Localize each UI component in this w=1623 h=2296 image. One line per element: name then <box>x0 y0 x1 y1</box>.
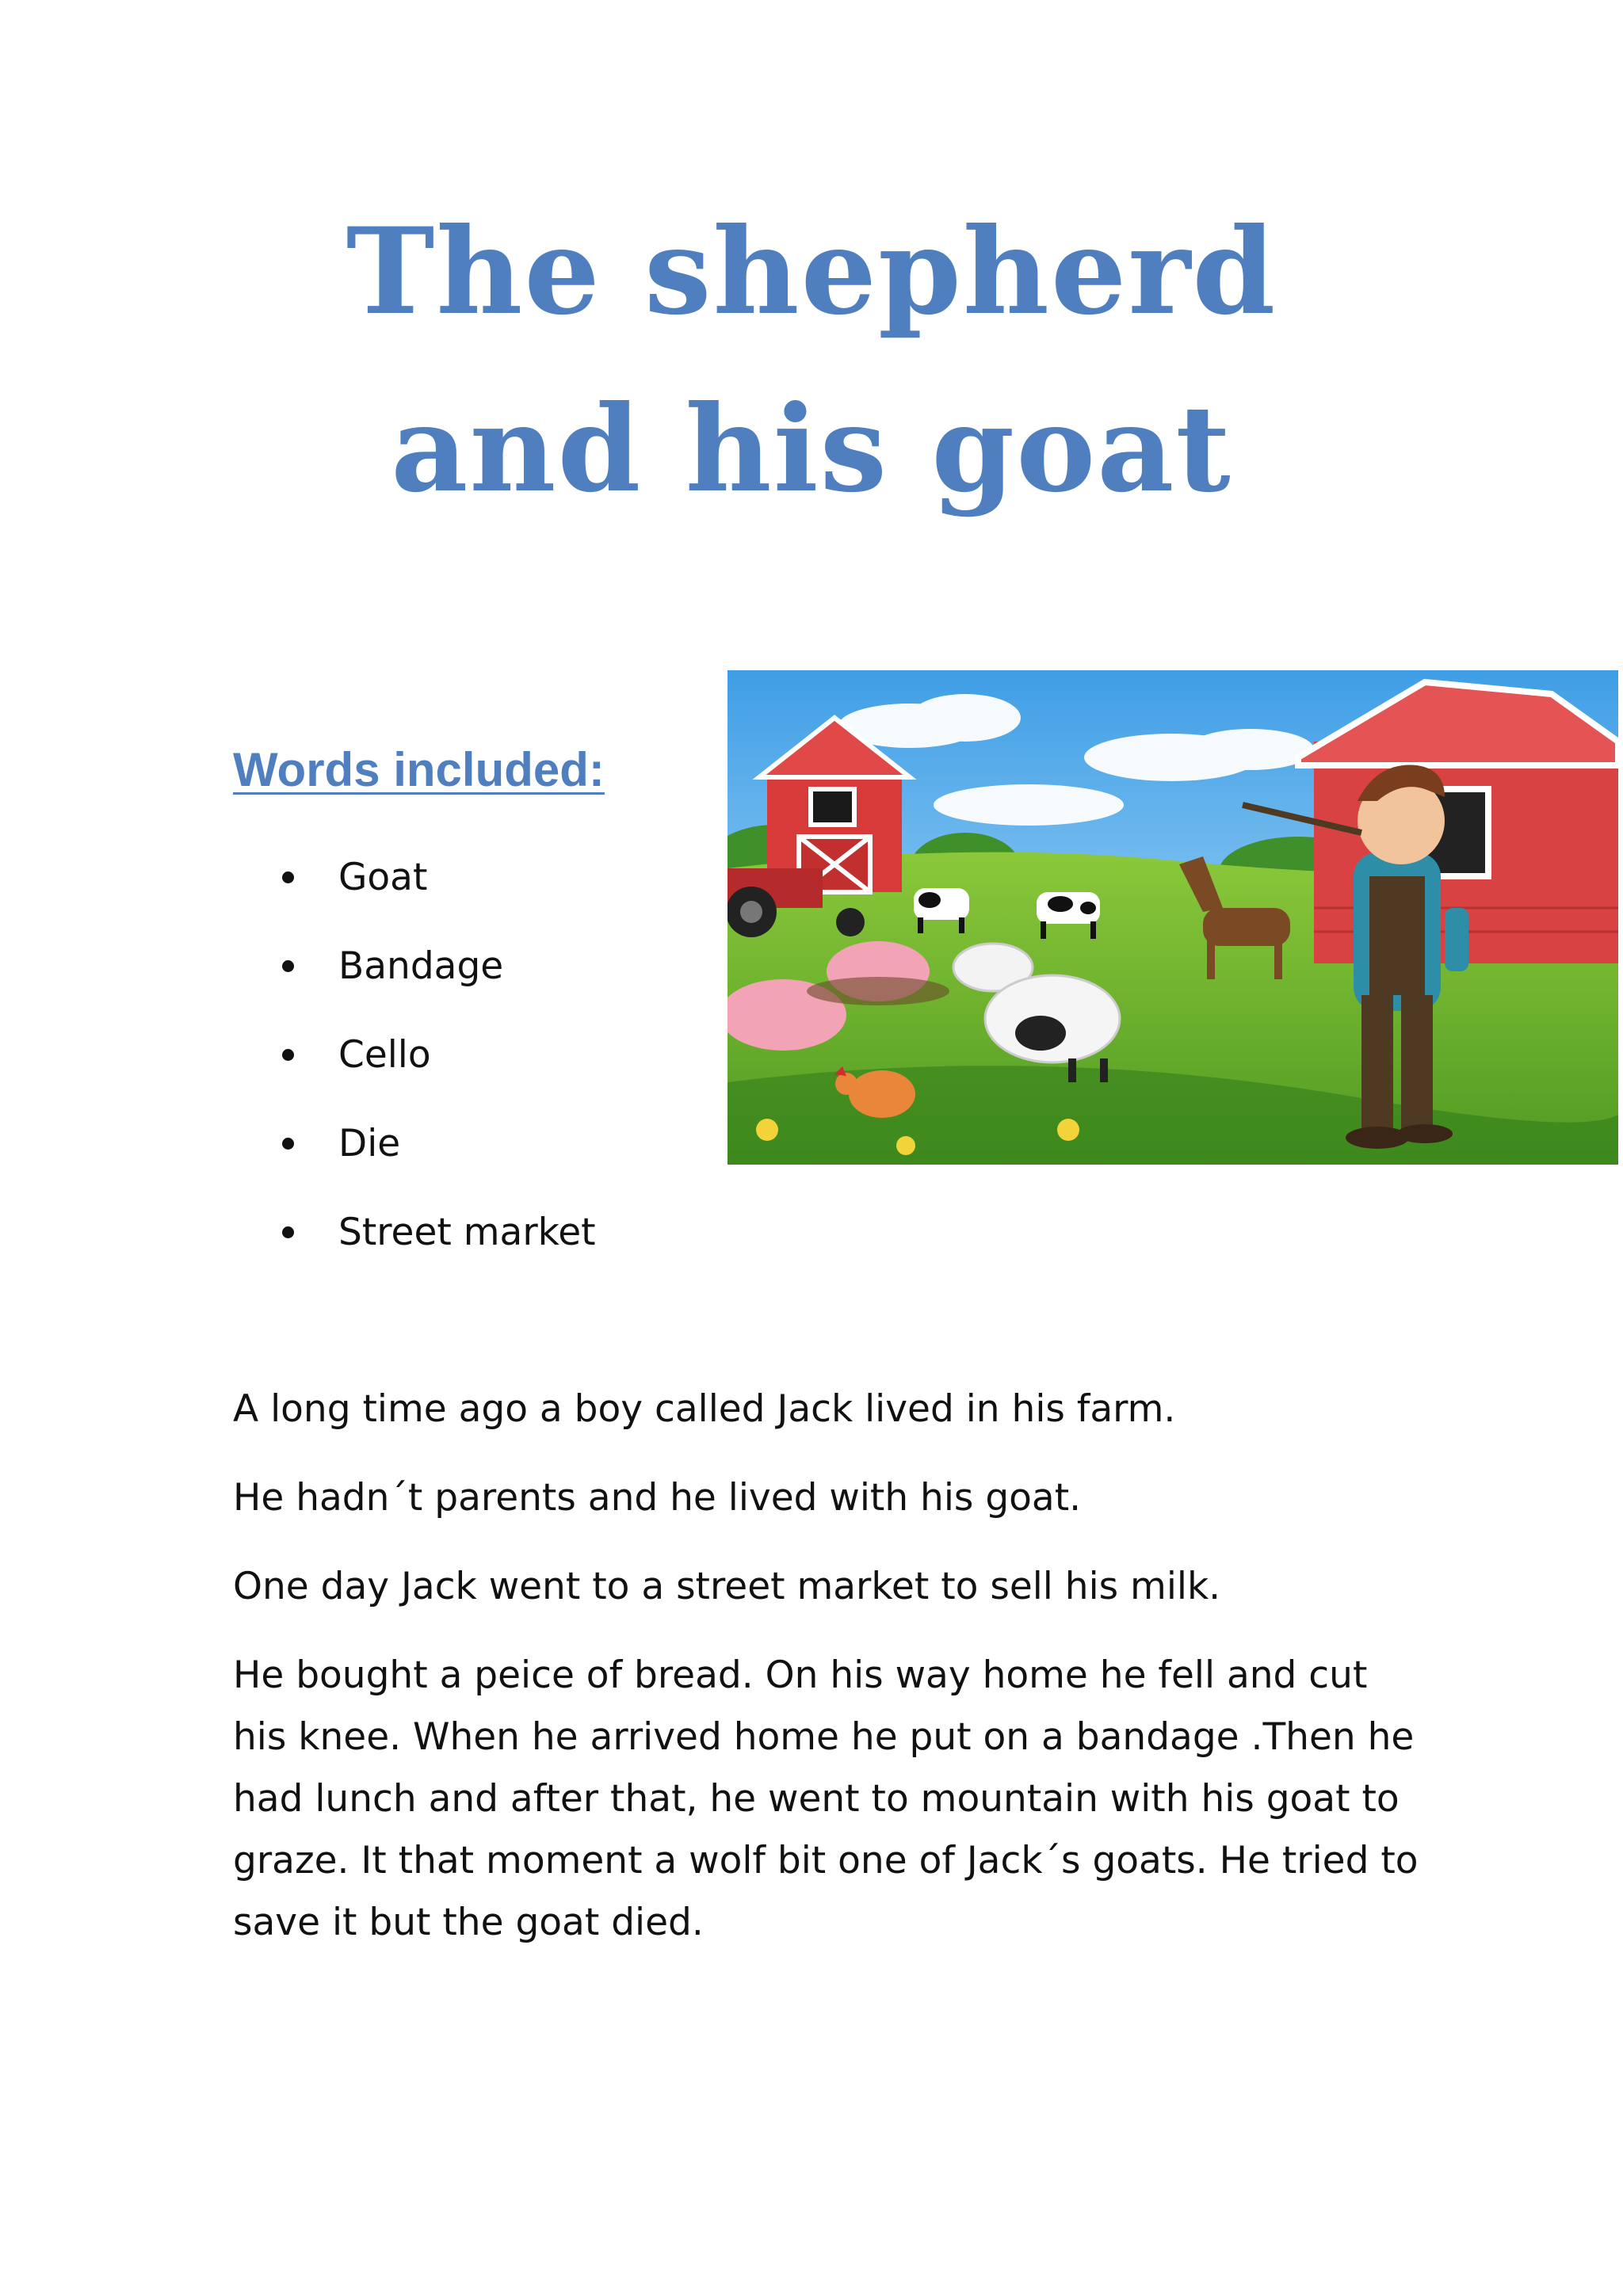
title-line-1: The shepherd <box>346 202 1277 341</box>
story-paragraph-4: He bought a peice of bread. On his way home he fell and cut his knee. When he arrived home he put on a bandage .Then he had lunch and after that, he went to mountain with his goat to graze. It that moment a wolf bit one of Jack´s goats. He tried to save it but the goat died. <box>233 1653 1419 1944</box>
word-label: Die <box>338 1121 401 1165</box>
word-item-street-market <box>282 1204 758 1260</box>
word-label: Bandage <box>338 944 504 988</box>
story-paragraph-2: He hadn´t parents and he lived with his goat. <box>233 1476 1082 1520</box>
farm-illustration-icon <box>727 670 1618 1165</box>
title-line-2: and his goat <box>391 379 1232 519</box>
story-paragraph-1: A long time ago a boy called Jack lived in his farm. <box>233 1387 1176 1431</box>
word-item-die <box>282 1116 758 1171</box>
bullet-icon <box>282 960 294 972</box>
word-item-goat <box>282 849 758 905</box>
story-paragraph-3: One day Jack went to a street market to sell his milk. <box>233 1565 1221 1608</box>
words-included-heading: Words included: <box>233 743 605 796</box>
bullet-icon <box>282 1226 294 1238</box>
word-item-cello <box>282 1027 758 1082</box>
bullet-icon <box>282 1049 294 1061</box>
farm-scene-svg <box>727 670 1618 1165</box>
word-label: Street market <box>338 1210 596 1254</box>
bullet-icon <box>282 871 294 883</box>
word-label: Cello <box>338 1032 431 1077</box>
word-item-bandage <box>282 938 758 994</box>
word-label: Goat <box>338 855 428 899</box>
bullet-icon <box>282 1138 294 1150</box>
